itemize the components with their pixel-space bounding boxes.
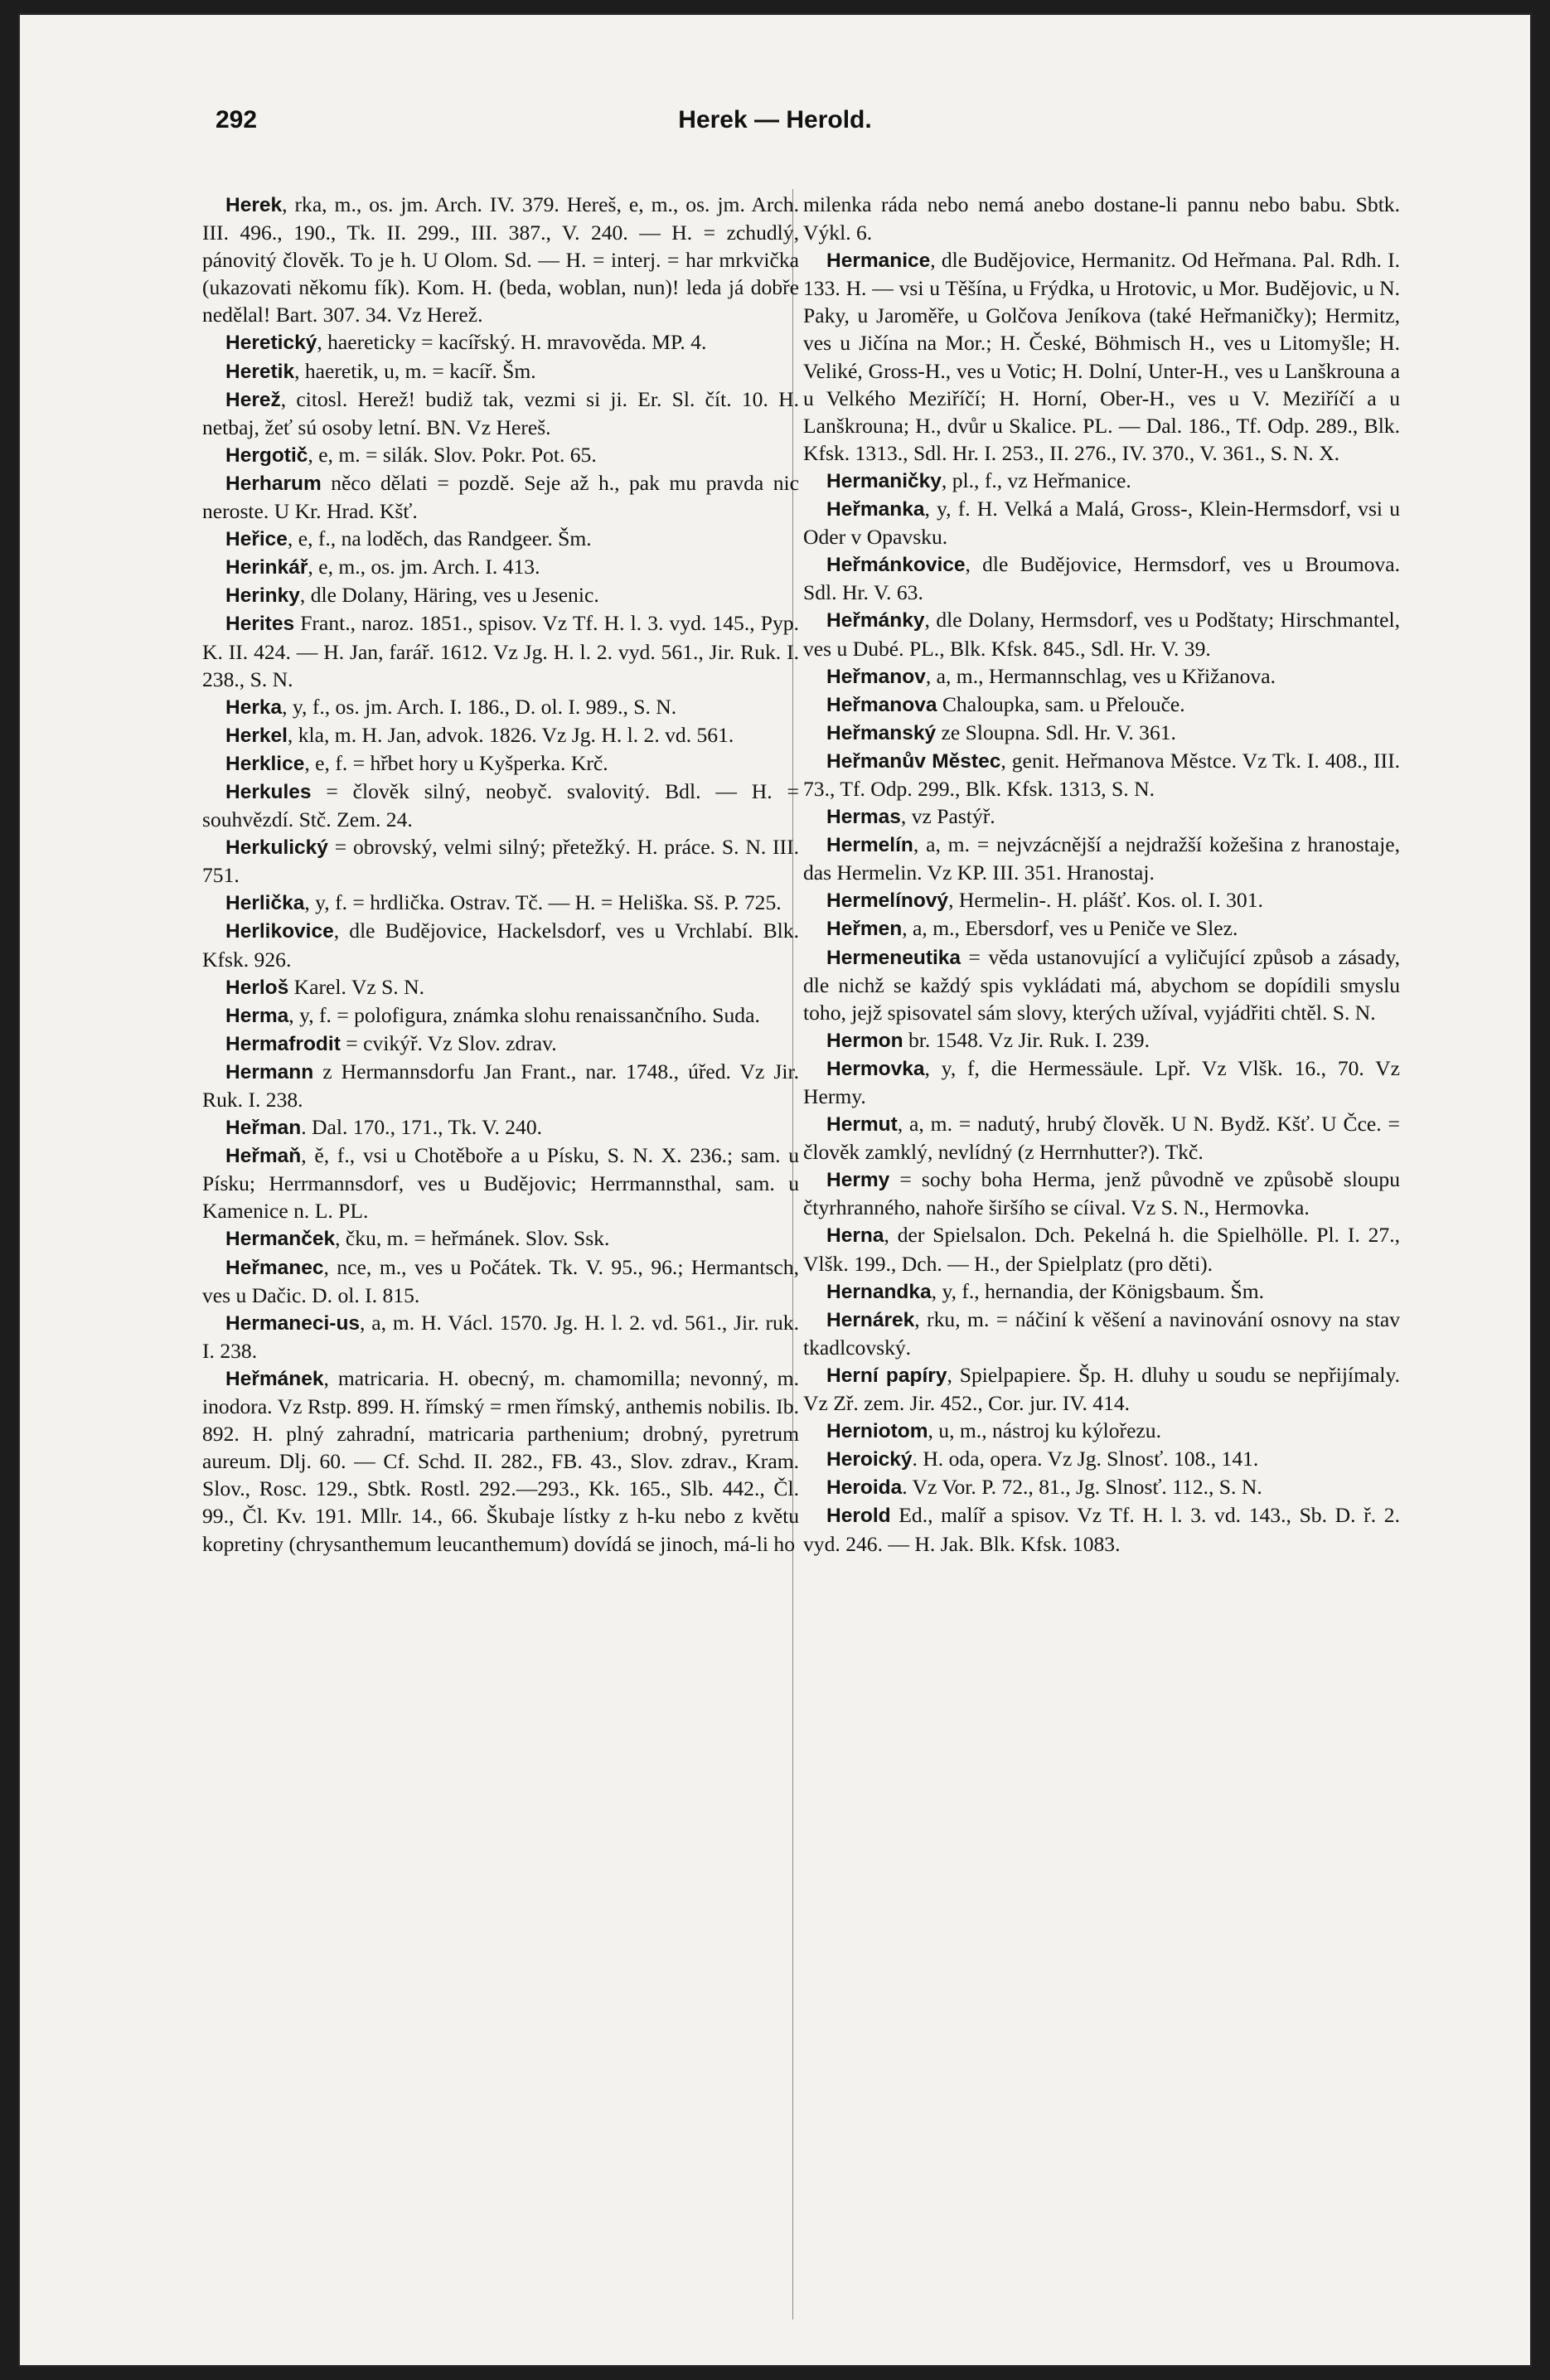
dictionary-entry xyxy=(803,495,1400,550)
entry-headword: Hermut xyxy=(826,1113,898,1137)
entry-text: , y, f., hernandia, der Königsbaum. Šm. xyxy=(931,1278,1265,1303)
entry-headword: Heroida xyxy=(826,1476,903,1500)
entry-headword: Hermon xyxy=(826,1029,903,1052)
entry-text: , haereticky = kacířský. H. mravověda. MP. 4. xyxy=(317,330,707,355)
entry-headword: Heřmen xyxy=(826,918,903,941)
dictionary-entry xyxy=(202,385,799,441)
dictionary-entry xyxy=(803,1166,1400,1221)
entry-headword: Herites xyxy=(225,613,295,636)
dictionary-entry xyxy=(202,917,799,972)
dictionary-entry xyxy=(202,357,799,385)
entry-text: . Dal. 170., 171., Tk. V. 240. xyxy=(301,1115,543,1140)
entry-headword: Heřmanov xyxy=(826,665,926,688)
dictionary-entry xyxy=(803,467,1400,495)
dictionary-entry xyxy=(803,886,1400,914)
entry-headword: Hermanček xyxy=(225,1228,336,1251)
entry-headword: Heřmanova xyxy=(826,693,937,716)
entry-headword: Heřmanův Městec xyxy=(826,749,1001,773)
entry-text: Karel. Vz S. N. xyxy=(288,974,424,999)
entry-text: , e, m. = silák. Slov. Pokr. Pot. 65. xyxy=(308,442,597,467)
dictionary-entry xyxy=(803,1054,1400,1110)
entry-headword: Herloš xyxy=(225,976,289,999)
dictionary-entry xyxy=(803,1026,1400,1054)
dictionary-entry xyxy=(202,191,799,328)
entry-headword: Herniotom xyxy=(826,1420,928,1443)
dictionary-entry xyxy=(803,1473,1400,1501)
entry-text: , u, m., nástroj ku kýlořezu. xyxy=(928,1418,1161,1443)
dictionary-entry xyxy=(202,833,799,889)
entry-text: , čku, m. = heřmánek. Slov. Ssk. xyxy=(335,1226,610,1251)
entry-text: , y, f. = hrdlička. Ostrav. Tč. — H. = Heliška. Sš. P. 725. xyxy=(304,890,782,915)
entry-headword: Hermann xyxy=(225,1060,314,1083)
dictionary-entry xyxy=(202,581,799,609)
dictionary-entry xyxy=(803,1277,1400,1306)
dictionary-entry xyxy=(202,609,799,692)
entry-text: = člověk silný, neobyč. svalovitý. Bdl. — H. = souhvězdí. Stč. Zem. 24. xyxy=(202,778,799,832)
entry-headword: Herold xyxy=(826,1505,891,1528)
entry-text: něco dělati = pozdě. Seje až h., pak mu pravda nic neroste. U Kr. Hrad. Kšť. xyxy=(202,470,799,524)
entry-text: , dle Dolany, Hermsdorf, ves u Podštaty; Hirschmantel, ves u Dubé. PL., Blk. Kfsk. 845., Sdl. Hr. V. 39. xyxy=(803,608,1400,661)
entry-headword: Heřice xyxy=(225,528,288,551)
dictionary-entry xyxy=(803,1361,1400,1417)
dictionary-entry xyxy=(803,1221,1400,1277)
entry-headword: Hernárek xyxy=(826,1308,915,1331)
dictionary-entry xyxy=(202,721,799,749)
dictionary-entry xyxy=(202,749,799,778)
entry-headword: Herež xyxy=(225,388,281,411)
entry-text: , a, m. = nadutý, hrubý člověk. U N. Bydž. Kšť. U Čce. = člověk zamklý, nevlídný (z Herrnhutter?). Tkč. xyxy=(803,1112,1400,1165)
dictionary-entry xyxy=(202,525,799,553)
left-column xyxy=(202,191,799,1558)
entry-headword: Herek xyxy=(225,194,283,216)
entry-text: , rka, m., os. jm. Arch. IV. 379. Hereš, e, m., os. jm. Arch. III. 496., 190., Tk. II. 299., III. 387., V. 240. — H. = zchudlý, pánovitý člověk. To je h. U Olom. Sd. — H. = interj. = har mrkvička (ukazovati někomu fík). Kom. H. (beda, woblan, nun)! leda já dobře nedělal! Bart. 307. 34. Vz Herež. xyxy=(202,192,799,327)
entry-headword: Herní papíry xyxy=(826,1364,947,1387)
entry-text: z Hermannsdorfu Jan Frant., nar. 1748., úřed. Vz Jir. Ruk. I. 238. xyxy=(202,1059,799,1112)
dictionary-entry xyxy=(803,606,1400,662)
entry-text: , y, f. H. Velká a Malá, Gross-, Klein-Hermsdorf, vsi u Oder v Opavsku. xyxy=(803,497,1400,550)
entry-text: Chaloupka, sam. u Přelouče. xyxy=(937,691,1185,716)
entry-headword: Heřmanec xyxy=(225,1256,324,1279)
entry-text: , y, f. = polofigura, známka slohu renaissančního. Suda. xyxy=(288,1002,760,1027)
entry-headword: Hermaneci-us xyxy=(225,1311,361,1335)
entry-headword: Hermelín xyxy=(826,834,913,857)
dictionary-entry xyxy=(202,1253,799,1309)
dictionary-entry xyxy=(202,778,799,833)
dictionary-entry xyxy=(202,553,799,581)
dictionary-entry xyxy=(803,914,1400,943)
entry-headword: Herna xyxy=(826,1224,884,1248)
dictionary-entry xyxy=(803,1110,1400,1166)
dictionary-entry xyxy=(803,550,1400,606)
entry-headword: Hermovka xyxy=(826,1057,925,1080)
dictionary-entry xyxy=(202,1142,799,1224)
entry-headword: Heřman xyxy=(225,1117,302,1140)
entry-headword: Hernandka xyxy=(826,1280,932,1303)
entry-text: Frant., naroz. 1851., spisov. Vz Tf. H. l. 3. vyd. 145., Pyp. K. II. 424. — H. Jan, farář. 1612. Vz Jg. H. l. 2. vyd. 561., Jir. Ruk. I. 238., S. N. xyxy=(202,611,799,691)
entry-text: , a, m., Hermannschlag, ves u Křižanova. xyxy=(925,663,1276,688)
entry-text: , nce, m., ves u Počátek. Tk. V. 95., 96.; Hermantsch, ves u Dačic. D. ol. I. 815. xyxy=(202,1254,799,1307)
dictionary-entry xyxy=(202,469,799,525)
entry-text: = obrovský, velmi silný; přetežký. H. práce. S. N. III. 751. xyxy=(202,835,799,888)
entry-text: , citosl. Herež! budiž tak, vezmi si ji. Er. Sl. čít. 10. H. netbaj, žeť sú osoby letní. BN. Vz Hereš. xyxy=(202,386,799,439)
dictionary-entry xyxy=(803,691,1400,719)
entry-headword: Herinky xyxy=(225,584,300,608)
entry-text: , e, m., os. jm. Arch. I. 413. xyxy=(308,555,540,579)
dictionary-entry xyxy=(202,328,799,356)
dictionary-entry xyxy=(803,1445,1400,1473)
dictionary-page xyxy=(20,15,1530,2365)
entry-headword: Heřmánkovice xyxy=(826,554,966,577)
entry-text: , a, m. H. Václ. 1570. Jg. H. l. 2. vd. 561., Jir. ruk. I. 238. xyxy=(202,1310,799,1363)
entry-headword: Herkules xyxy=(225,780,312,803)
entry-headword: Heretik xyxy=(225,360,295,383)
dictionary-entry xyxy=(202,889,799,917)
dictionary-entry xyxy=(202,1224,799,1253)
dictionary-entry xyxy=(803,719,1400,747)
dictionary-entry xyxy=(803,1501,1400,1557)
entry-text: . Vz Vor. P. 72., 81., Jg. Slnosť. 112., S. N. xyxy=(902,1475,1262,1500)
entry-headword: Heřmanka xyxy=(826,498,925,521)
entry-text: , haeretik, u, m. = kacíř. Šm. xyxy=(294,358,536,383)
entry-text: , y, f, die Hermessäule. Lpř. Vz Vlšk. 16., 70. Vz Hermy. xyxy=(803,1055,1400,1108)
entry-headword: Hermafrodit xyxy=(225,1032,341,1055)
entry-text: , dle Budějovice, Hermanitz. Od Heřmana. Pal. Rdh. I. 133. H. — vsi u Těšína, u Frýdka, u Hrotovic, u Mor. Budějovic, u N. Paky, u Jaroměře, u Golčova Jeníkova (také Heřmaničky); Hermitz, ves u Jičína na Mor.; H. České, Böhmisch H., ves u Litomyšle; H. Veliké, Gross-H., ves u Votic; H. Dolní, Unter-H., ves u Lanškrouna a u Velkého Meziříčí; H. Horní, Ober-H., ves u V. Meziříčí a u Lanškrouna; H., dvůr u Skalice. PL. — Dal. 186., Tf. Odp. 289., Blk. Kfsk. 1313., Sdl. Hr. I. 253., II. 276., IV. 370., V. 361., S. N. X. xyxy=(803,248,1400,465)
entry-text: ze Sloupna. Sdl. Hr. V. 361. xyxy=(936,720,1176,744)
dictionary-entry xyxy=(202,1113,799,1142)
entry-headword: Hermas xyxy=(826,806,901,829)
dictionary-entry xyxy=(202,973,799,1001)
entry-headword: Herharum xyxy=(225,472,322,495)
running-head: Herek — Herold. xyxy=(678,106,872,133)
entry-headword: Heřmánek xyxy=(225,1367,324,1390)
entry-headword: Heřmánky xyxy=(826,609,925,633)
entry-text: milenka ráda nebo nemá anebo dostane-li pannu nebo babu. Sbtk. Výkl. 6. xyxy=(803,192,1400,245)
entry-headword: Hermanice xyxy=(826,250,931,273)
entry-text: , dle Budějovice, Hermsdorf, ves u Broumova. Sdl. Hr. V. 63. xyxy=(803,552,1400,605)
page-number: 292 xyxy=(216,106,258,133)
dictionary-entry xyxy=(803,747,1400,802)
entry-headword: Herma xyxy=(225,1004,289,1027)
entry-text: , genit. Heřmanova Městce. Vz Tk. I. 408., III. 73., Tf. Odp. 299., Blk. Kfsk. 1313, S. N. xyxy=(803,748,1400,801)
entry-text: , kla, m. H. Jan, advok. 1826. Vz Jg. H. l. 2. vd. 561. xyxy=(287,722,734,747)
dictionary-entry xyxy=(202,1365,799,1558)
entry-headword: Herklice xyxy=(225,752,305,775)
entry-headword: Hermelínový xyxy=(826,889,949,913)
entry-text: , vz Pastýř. xyxy=(900,804,995,829)
entry-text: . H. oda, opera. Vz Jg. Slnosť. 108., 141. xyxy=(912,1447,1259,1471)
entry-text: Ed., malíř a spisov. Vz Tf. H. l. 3. vd. 143., Sb. D. ř. 2. vyd. 246. — H. Jak. Blk. Kfsk. 1083. xyxy=(803,1503,1400,1556)
entry-headword: Herlikovice xyxy=(225,920,334,943)
entry-text: , ě, f., vsi u Chotěboře a u Písku, S. N. X. 236.; sam. u Písku; Herrmannsdorf, ves u Budějovic; Herrmannsthal, sam. u Kamenice n. L. PL. xyxy=(202,1143,799,1224)
entry-text: , Hermelin-. H. plášť. Kos. ol. I. 301. xyxy=(948,888,1263,913)
entry-headword: Herkel xyxy=(225,724,288,747)
entry-text: = cvikýř. Vz Slov. zdrav. xyxy=(340,1030,557,1055)
entry-text: br. 1548. Vz Jir. Ruk. I. 239. xyxy=(903,1027,1150,1052)
entry-text: , pl., f., vz Heřmanice. xyxy=(941,468,1131,492)
entry-text: , a, m. = nejvzácnější a nejdražší kožešina z hranostaje, das Hermelin. Vz KP. III. 351. Hranostaj. xyxy=(803,832,1400,885)
entry-headword: Herkulický xyxy=(225,836,328,860)
entry-text: , der Spielsalon. Dch. Pekelná h. die Spielhölle. Pl. I. 27., Vlšk. 199., Dch. — H., der Spielplatz (pro děti). xyxy=(803,1223,1400,1276)
entry-headword: Heřmanský xyxy=(826,721,937,744)
dictionary-entry xyxy=(803,1417,1400,1445)
dictionary-entry xyxy=(803,191,1400,246)
dictionary-entry xyxy=(803,831,1400,886)
entry-text: , matricaria. H. obecný, m. chamomilla; nevonný, m. inodora. Vz Rstp. 899. H. římský = rmen římský, anthemis nobilis. Ib. 892. H. plný zahradní, matricaria parthenium; drobný, pyretrum aureum. Dlj. 60. — Cf. Schd. II. 282., FB. 43., Slov. zdrav., Kram. Slov., Rosc. 129., Sbtk. Rostl. 292.—293., Kk. 165., Slb. 442., Čl. 99., Čl. Kv. 191. Mllr. 14., 66. Škubaje lístky z h-ku nebo z květu kopretiny (chrysanthemum leucanthemum) dovídá se jinoch, má-li ho xyxy=(202,1365,799,1556)
dictionary-entry xyxy=(803,662,1400,691)
dictionary-entry xyxy=(803,246,1400,467)
entry-headword: Herka xyxy=(225,696,283,719)
dictionary-entry xyxy=(202,1001,799,1030)
entry-headword: Hermeneutika xyxy=(826,946,961,969)
entry-headword: Hermaničky xyxy=(826,469,942,492)
entry-headword: Heretický xyxy=(225,332,317,355)
entry-text: = věda ustanovující a vyličující způsob a zásady, dle nichž se každý spis vykládati má, abychom se dopídili smyslu toho, jejž spisovatel sám slovy, kterých užíval, vyjádřiti chtěl. S. N. xyxy=(803,944,1400,1025)
entry-text: , Spielpapiere. Šp. H. dluhy u soudu se nepřijímaly. Vz Zř. zem. Jir. 452., Cor. jur. IV. 414. xyxy=(803,1362,1400,1416)
entry-text: , a, m., Ebersdorf, ves u Peniče ve Slez. xyxy=(902,916,1238,941)
entry-text: , e, f. = hřbet hory u Kyšperka. Krč. xyxy=(304,750,608,775)
entry-headword: Herlička xyxy=(225,892,305,915)
entry-headword: Herinkář xyxy=(225,556,308,579)
entry-text: , dle Budějovice, Hackelsdorf, ves u Vrchlabí. Blk. Kfsk. 926. xyxy=(202,919,799,972)
entry-headword: Hermy xyxy=(826,1169,890,1192)
dictionary-entry xyxy=(202,1030,799,1058)
dictionary-entry xyxy=(202,693,799,721)
entry-text: , rku, m. = náčiní k věšení a navinování osnovy na stav tkadlcovský. xyxy=(803,1306,1400,1360)
dictionary-entry xyxy=(803,943,1400,1026)
entry-text: = sochy boha Herma, jenž původně ve způsobě sloupu čtyrhranného, nahoře širšího se cíival. Vz S. N., Hermovka. xyxy=(803,1167,1400,1220)
dictionary-entry xyxy=(803,1306,1400,1361)
dictionary-entry xyxy=(202,1309,799,1365)
entry-headword: Heřmaň xyxy=(225,1145,302,1168)
entry-headword: Heroický xyxy=(826,1448,913,1471)
entry-headword: Hergotič xyxy=(225,444,308,467)
entry-text: , y, f., os. jm. Arch. I. 186., D. ol. I. 989., S. N. xyxy=(282,694,677,719)
entry-text: , e, f., na loděch, das Randgeer. Šm. xyxy=(287,526,592,551)
dictionary-entry xyxy=(803,802,1400,831)
dictionary-entry xyxy=(202,441,799,469)
dictionary-entry xyxy=(202,1058,799,1113)
entry-text: , dle Dolany, Häring, ves u Jesenic. xyxy=(299,583,599,608)
right-column xyxy=(803,191,1400,1558)
